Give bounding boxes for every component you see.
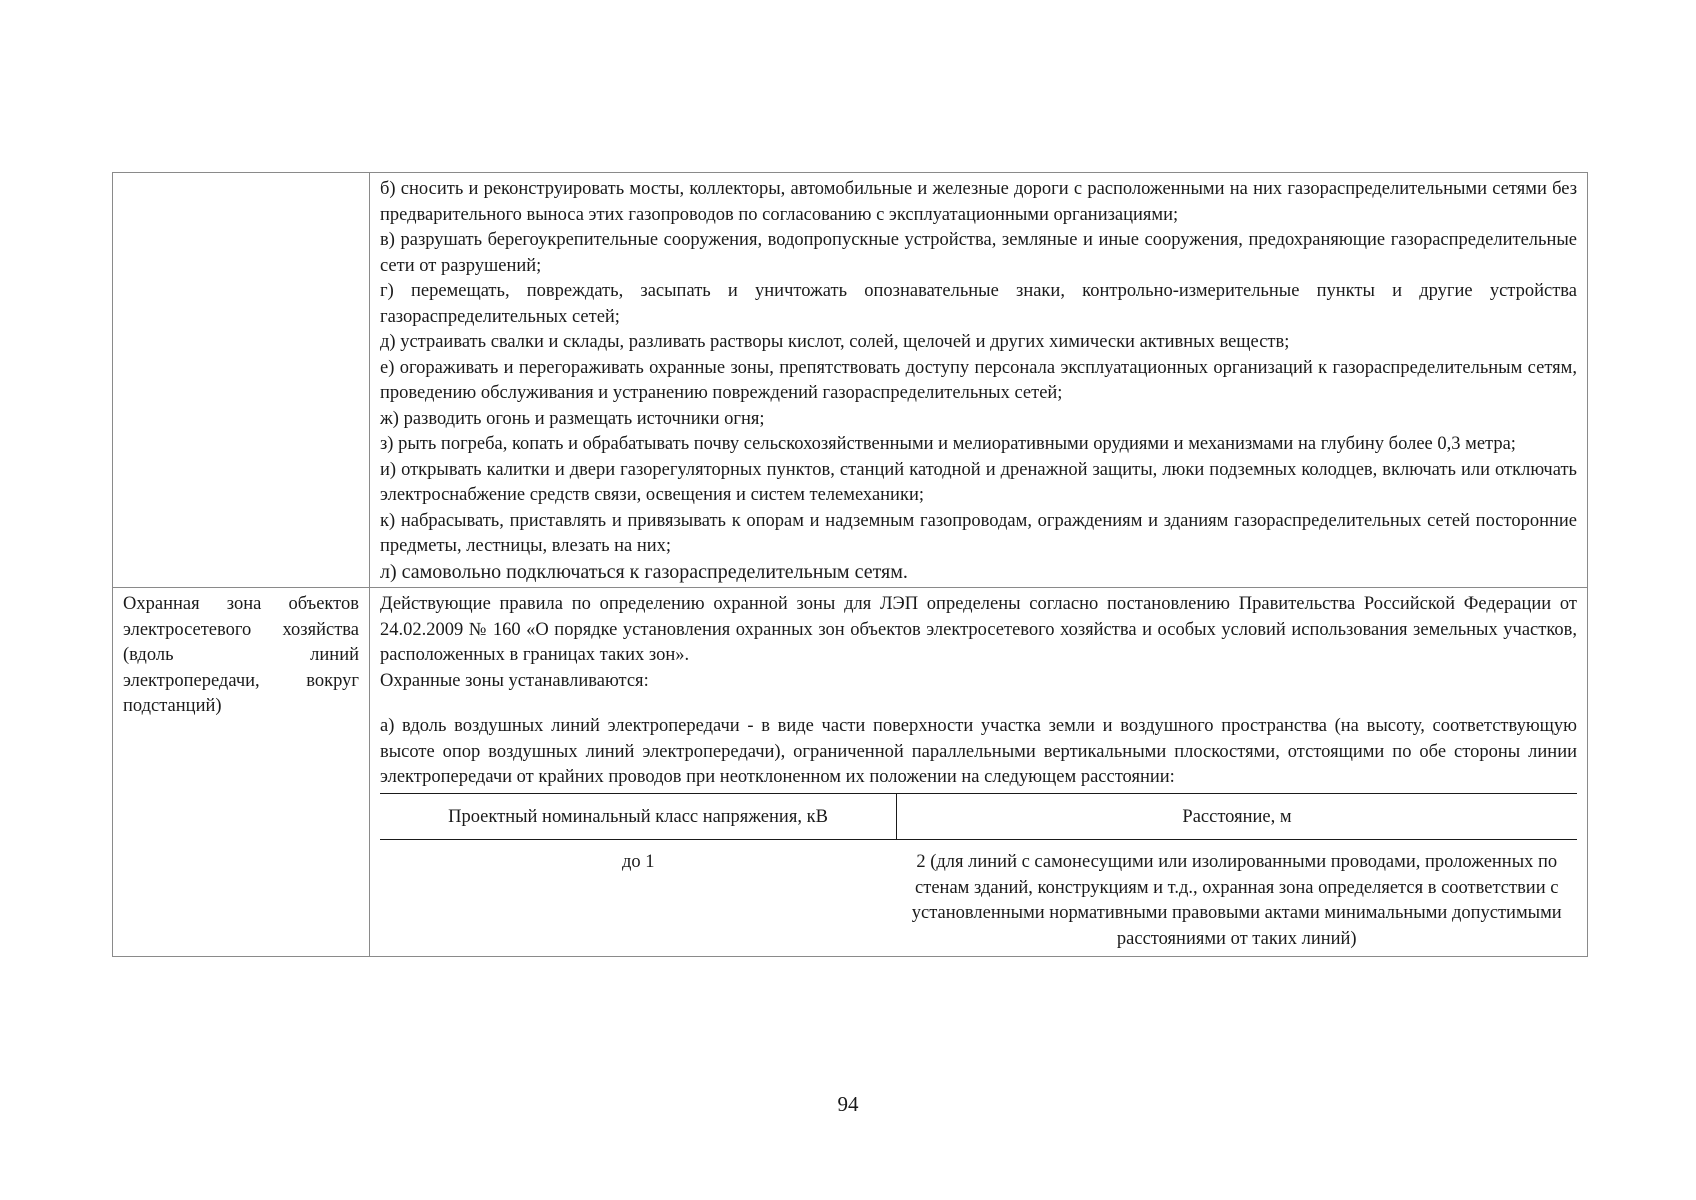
list-item: в) разрушать берегоукрепительные сооружения, водопропускные устройства, земляные и иные сооружения, предохраняющие газораспределительные сети от разрушений; bbox=[380, 230, 1577, 276]
voltage-cell: до 1 bbox=[621, 852, 655, 872]
table-row bbox=[113, 588, 1588, 957]
restrictions-table bbox=[112, 172, 1588, 957]
list-item: д) устраивать свалки и склады, разливать растворы кислот, солей, щелочей и других химически активных веществ; bbox=[380, 332, 1290, 352]
zone-name-cell bbox=[113, 588, 370, 957]
list-item: ж) разводить огонь и размещать источники огня; bbox=[380, 408, 765, 429]
page-number: 94 bbox=[837, 1092, 859, 1116]
list-item: к) набрасывать, приставлять и привязывать к опорам и надземным газопроводам, ограждениям и зданиям газораспределительных сетей посторонние предметы, лестницы, влезать на них; bbox=[380, 510, 1577, 556]
distance-cell: 2 (для линий с самонесущими или изолированными проводами, проложенных по стенам зданий, конструкциям и т.д., охранная зона определяется в соответствии с установленными нормативными правовыми актами минимальными допустимыми расстояниями от таких линий) bbox=[911, 852, 1562, 949]
item-a-paragraph: а) вдоль воздушных линий электропередачи - в виде части поверхности участка земли и воздушного пространства (на высоту, соответствующую высоте опор воздушных линий электропередачи), ограниченной параллельными вертикальными плоскостями, отстоящими по обе стороны линии электропередачи от крайних проводов при неотклоненном их положении на следующем расстоянии: bbox=[380, 716, 1577, 787]
list-item: л) самовольно подключаться к газораспределительным сетям. bbox=[380, 560, 908, 583]
list-item: и) открывать калитки и двери газорегуляторных пунктов, станций катодной и дренажной защиты, люки подземных колодцев, включать или отключать электроснабжение средств связи, освещения и систем телемеханики; bbox=[380, 459, 1577, 505]
intro-paragraph: Действующие правила по определению охранной зоны для ЛЭП определены согласно постановлению Правительства Российской Федерации от 24.02.2009 № 160 «О порядке установления охранных зон объектов электросетевого хозяйства и особых условий использования земельных участков, расположенных в границах таких зон». bbox=[380, 594, 1577, 665]
zone-name-cell bbox=[113, 173, 370, 588]
subtitle: Охранные зоны устанавливаются: bbox=[380, 670, 649, 691]
distance-table bbox=[380, 793, 1577, 955]
zone-name: Охранная зона объектов электросетевого хозяйства (вдоль линий электропередачи, вокруг подстанций) bbox=[123, 594, 359, 716]
distance-header: Расстояние, м bbox=[897, 793, 1578, 840]
list-item: з) рыть погреба, копать и обрабатывать почву сельскохозяйственными и мелиоративными орудиями и механизмами на глубину более 0,3 метра; bbox=[380, 434, 1516, 454]
distance-table-header bbox=[380, 793, 1577, 840]
list-item: б) сносить и реконструировать мосты, коллекторы, автомобильные и железные дороги с расположенными на них газораспределительными сетями без предварительного выноса этих газопроводов по согласованию с эксплуатационными организациями; bbox=[380, 179, 1577, 225]
restrictions-cell bbox=[370, 173, 1588, 588]
zone-rules-cell bbox=[370, 588, 1588, 957]
voltage-header: Проектный номинальный класс напряжения, кВ bbox=[380, 793, 897, 840]
table-row bbox=[113, 173, 1588, 588]
list-item: г) перемещать, повреждать, засыпать и уничтожать опознавательные знаки, контрольно-измерительные пункты и другие устройства газораспределительных сетей; bbox=[380, 281, 1577, 327]
list-item: е) огораживать и перегораживать охранные зоны, препятствовать доступу персонала эксплуатационных организаций к газораспределительным сетям, проведению обслуживания и устранению повреждений газораспределительных сетей; bbox=[380, 357, 1577, 403]
spacer bbox=[380, 694, 1577, 714]
table-row bbox=[380, 840, 1577, 955]
